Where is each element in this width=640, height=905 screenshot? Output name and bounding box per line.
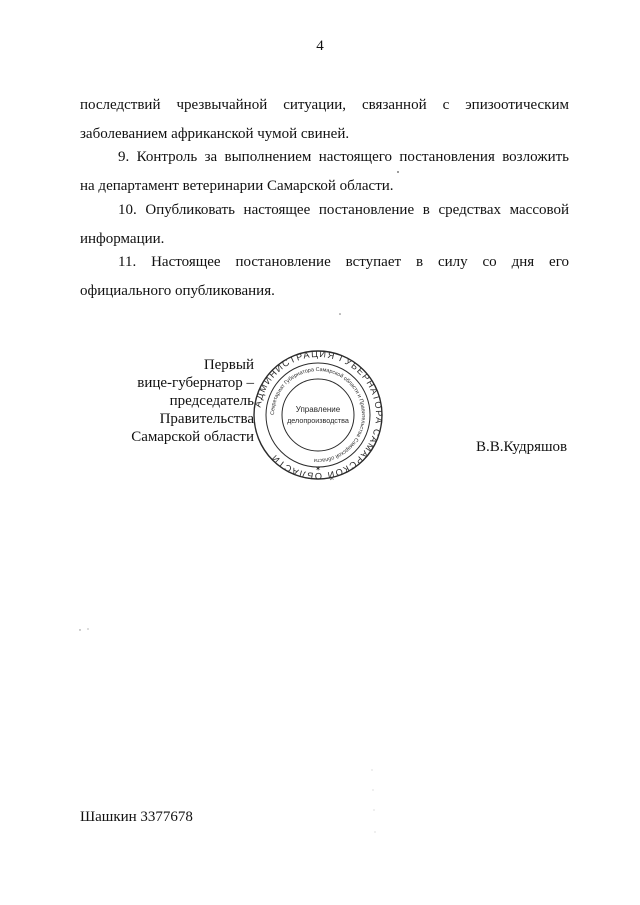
signatory-title-line: вице-губернатор – (137, 375, 254, 391)
paragraph-line: на департамент ветеринарии Самарской области. (80, 178, 394, 194)
paragraph-line: 10. Опубликовать настоящее постановление в средствах массовой (118, 202, 569, 218)
seal-center-line: Управление (295, 405, 341, 414)
seal-center-line: делопроизводства (287, 416, 349, 425)
seal-inner-text: Секретариат Губернатора Самарской области и Правительства Самарской области (269, 366, 367, 464)
paragraph-line: информации. (80, 231, 165, 247)
seal-star-icon: ✶ (315, 465, 321, 473)
seal-inner-ring (282, 379, 354, 451)
paragraph-line: 11. Настоящее постановление вступает в силу со дня его (118, 254, 569, 270)
paragraph-line: последствий чрезвычайной ситуации, связанной с эпизоотическим (80, 97, 569, 113)
seal-outer-text: АДМИНИСТРАЦИЯ ГУБЕРНАТОРА САМАРСКОЙ ОБЛАСТИ (252, 349, 384, 481)
paragraph-continuation (80, 91, 569, 149)
signatory-title-line: Первый (203, 357, 254, 373)
signatory-name: В.В.Кудряшов (476, 439, 568, 455)
paragraph-item-10 (80, 196, 569, 254)
paragraph-line: заболеванием африканской чумой свиней. (80, 126, 350, 142)
official-seal (252, 349, 384, 481)
signatory-title (90, 356, 254, 446)
paragraph-line: 9. Контроль за выполнением настоящего постановления возложить (118, 149, 569, 165)
paragraph-line: официального опубликования. (80, 283, 275, 299)
page-number: 4 (316, 38, 324, 54)
executor-contact: Шашкин 3377678 (80, 809, 193, 825)
paragraph-item-11 (80, 248, 569, 306)
signatory-title-line: Самарской области (131, 429, 254, 445)
paragraph-item-9 (80, 143, 569, 201)
signatory-title-line: председатель Правительства (159, 393, 254, 427)
